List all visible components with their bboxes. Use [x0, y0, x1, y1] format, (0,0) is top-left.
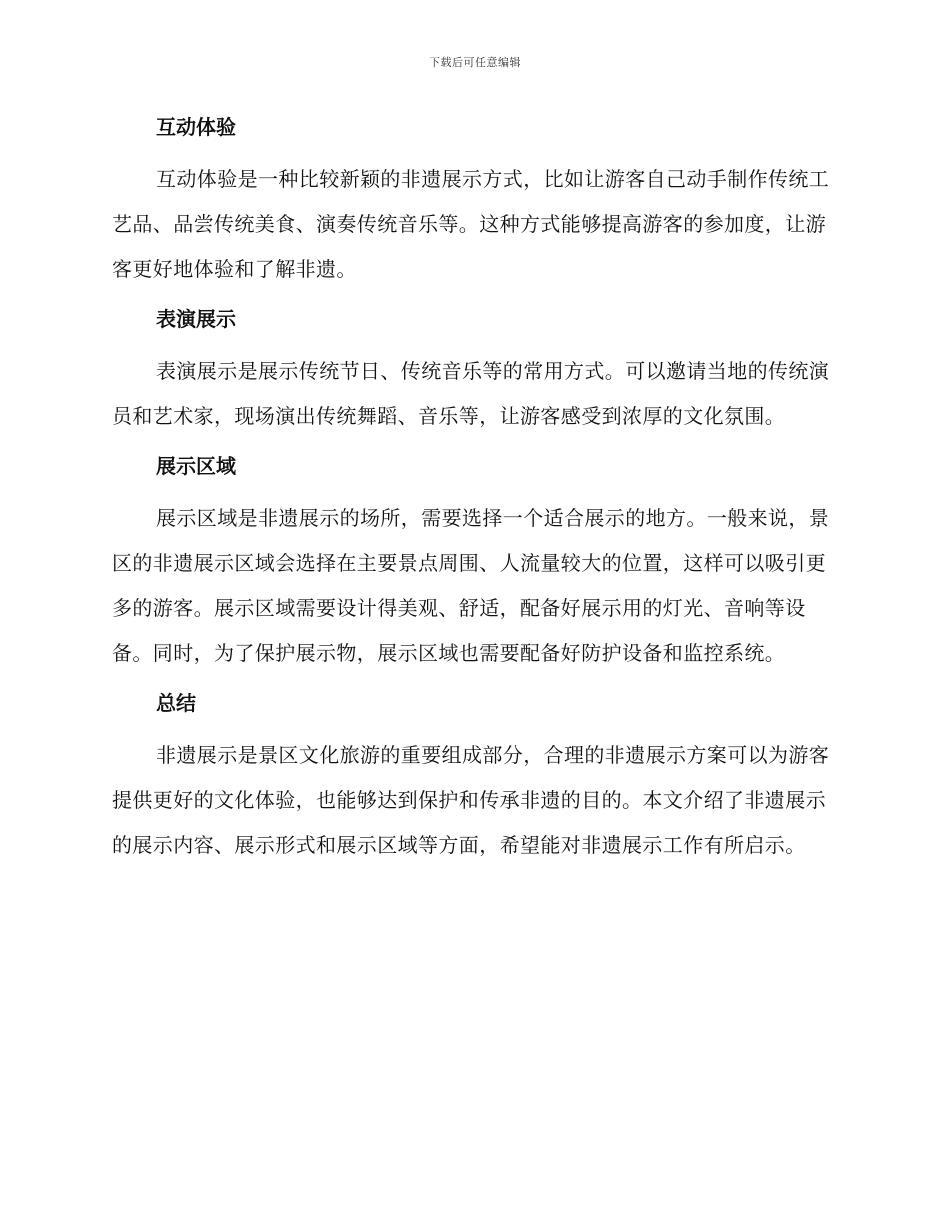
section-heading: 展示区域 [156, 454, 236, 478]
section-paragraph: 互动体验是一种比较新颖的非遗展示方式，比如让游客自己动手制作传统工艺品、品尝传统美食、演奏传统音乐等。这种方式能够提高游客的参加度，让游客更好地体验和了解非遗。 [112, 167, 830, 281]
section-performance-display [112, 304, 832, 439]
section-heading: 互动体验 [156, 115, 236, 139]
section-interactive-experience [112, 112, 832, 292]
section-paragraph: 非遗展示是景区文化旅游的重要组成部分，合理的非遗展示方案可以为游客提供更好的文化体验，也能够达到保护和传承非遗的目的。本文介绍了非遗展示的展示内容、展示形式和展示区域等方面，希望能对非遗展示工作有所启示。 [112, 743, 830, 857]
section-display-area [112, 451, 832, 676]
document-body [112, 112, 832, 880]
section-paragraph: 展示区域是非遗展示的场所，需要选择一个适合展示的地方。一般来说，景区的非遗展示区域会选择在主要景点周围、人流量较大的位置，这样可以吸引更多的游客。展示区域需要设计得美观、舒适，配备好展示用的灯光、音响等设备。同时，为了保护展示物，展示区域也需要配备好防护设备和监控系统。 [112, 506, 830, 665]
section-heading: 表演展示 [156, 307, 236, 331]
section-paragraph: 表演展示是展示传统节日、传统音乐等的常用方式。可以邀请当地的传统演员和艺术家，现场演出传统舞蹈、音乐等，让游客感受到浓厚的文化氛围。 [112, 359, 830, 428]
section-heading: 总结 [156, 691, 196, 715]
section-summary [112, 688, 832, 868]
page-header-note: 下载后可任意编辑 [429, 56, 521, 69]
